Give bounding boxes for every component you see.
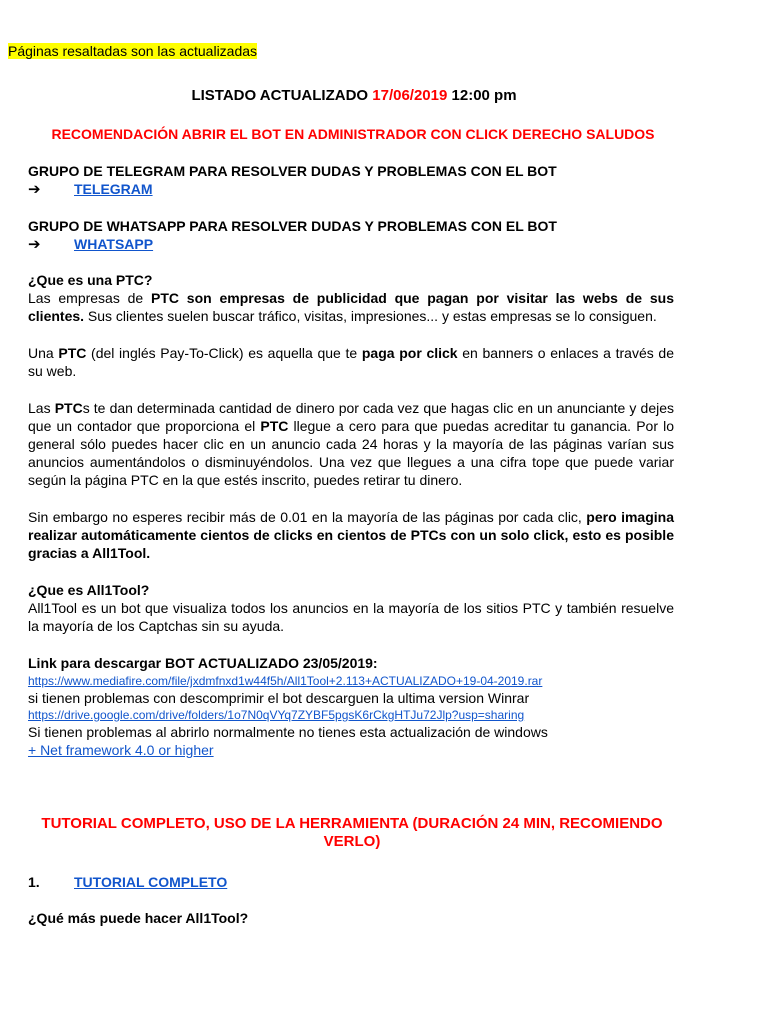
telegram-link[interactable]: TELEGRAM — [74, 181, 153, 197]
page-title — [0, 87, 708, 105]
arrow-right-icon: ➔ — [28, 236, 41, 253]
text-run: en banners o enlaces a través de su web. — [28, 345, 674, 379]
ptc-heading: ¿Que es una PTC? — [28, 272, 153, 288]
ptc-paragraph-4 — [28, 508, 674, 562]
text-run: Sus clientes suelen buscar tráfico, visitas, impresiones... y estas empresas se lo consiguen. — [84, 308, 657, 324]
title-prefix: LISTADO ACTUALIZADO — [191, 87, 373, 104]
ptc-paragraph-2 — [28, 344, 674, 380]
telegram-group-heading: GRUPO DE TELEGRAM PARA RESOLVER DUDAS Y PROBLEMAS CON EL BOT — [28, 163, 557, 179]
winrar-note: si tienen problemas con descomprimir el bot descarguen la ultima version Winrar — [28, 690, 530, 706]
bold-run: PTC son empresas de publicidad que pagan por visitar las webs de sus clientes. — [28, 290, 674, 324]
all1tool-paragraph: All1Tool es un bot que visualiza todos los anuncios en la mayoría de los sitios PTC y también resuelve la mayoría de los Captchas sin su ayuda. — [28, 600, 674, 634]
text-run: Las — [28, 400, 55, 416]
whatsapp-link[interactable]: WHATSAPP — [74, 236, 154, 252]
highlight-notice — [8, 42, 257, 60]
mediafire-link[interactable]: https://www.mediafire.com/file/jxdmfnxd1w44f5h/All1Tool+2.113+ACTUALIZADO+19-04-2019.rar — [28, 674, 543, 688]
title-date: 17/06/2019 — [372, 87, 448, 104]
tutorial-heading-line-1: TUTORIAL COMPLETO, USO DE LA HERRAMIENTA (DURACIÓN 24 MIN, RECOMIENDO — [41, 815, 663, 832]
all1tool-heading: ¿Que es All1Tool? — [28, 582, 150, 598]
ptc-paragraph-3 — [28, 399, 674, 489]
recommendation: RECOMENDACIÓN ABRIR EL BOT EN ADMINISTRADOR CON CLICK DERECHO SALUDOS — [51, 126, 655, 142]
text-run: Las empresas de — [28, 290, 151, 306]
bold-run: PTC — [54, 400, 83, 416]
tutorial-link[interactable]: TUTORIAL COMPLETO — [74, 874, 228, 890]
windows-update-note: Si tienen problemas al abrirlo normalmente no tienes esta actualización de windows — [28, 724, 548, 740]
text-run: s te dan determinada cantidad de dinero por cada vez que hagas clic en un anunciante y dejes que un contador que proporciona el — [28, 400, 675, 434]
google-drive-link[interactable]: https://drive.google.com/drive/folders/1o7N0qVYq7ZYBF5pgsK6rCkgHTJu72Jlp?usp=sharing — [28, 708, 525, 722]
telegram-row — [28, 180, 41, 199]
tutorial-heading-line-2: VERLO) — [323, 833, 381, 850]
download-heading: Link para descargar BOT ACTUALIZADO 23/05/2019: — [28, 655, 378, 671]
whatsapp-row — [28, 235, 41, 254]
text-run: (del inglés Pay-To-Click) es aquella que te — [86, 345, 362, 361]
bold-run: pero imagina realizar automáticamente cientos de clicks en cientos de PTCs con un solo click, esto es posible gracias a All1Tool. — [28, 509, 674, 561]
text-run: llegue a cero para que puedas acreditar tu ganancia. Por lo general sólo puedes hacer clic en un anuncio cada 24 horas y la mayoría de las páginas varían sus anuncios aumentándolos o disminuyéndolos. Una vez que llegues a una cifra tope que puede variar según la página PTC en la que estés inscrito, puedes retirar tu dinero. — [28, 418, 674, 488]
bold-run: PTC — [260, 418, 289, 434]
arrow-right-icon: ➔ — [28, 181, 41, 198]
highlight-notice-text: Páginas resaltadas son las actualizadas — [8, 43, 258, 59]
more-heading: ¿Qué más puede hacer All1Tool? — [28, 910, 249, 926]
net-framework-link[interactable]: + Net framework 4.0 or higher — [28, 742, 214, 758]
text-run: Una — [28, 345, 59, 361]
title-suffix: 12:00 pm — [447, 87, 517, 104]
tutorial-heading — [0, 815, 704, 851]
tutorial-item-number: 1. — [28, 874, 40, 890]
text-run: Sin embargo no esperes recibir más de 0.01 en la mayoría de las páginas por cada clic, — [28, 509, 587, 525]
whatsapp-group-heading: GRUPO DE WHATSAPP PARA RESOLVER DUDAS Y PROBLEMAS CON EL BOT — [28, 218, 557, 234]
bold-run: paga por click — [361, 345, 458, 361]
bold-run: PTC — [58, 345, 87, 361]
ptc-paragraph-1 — [28, 289, 674, 325]
